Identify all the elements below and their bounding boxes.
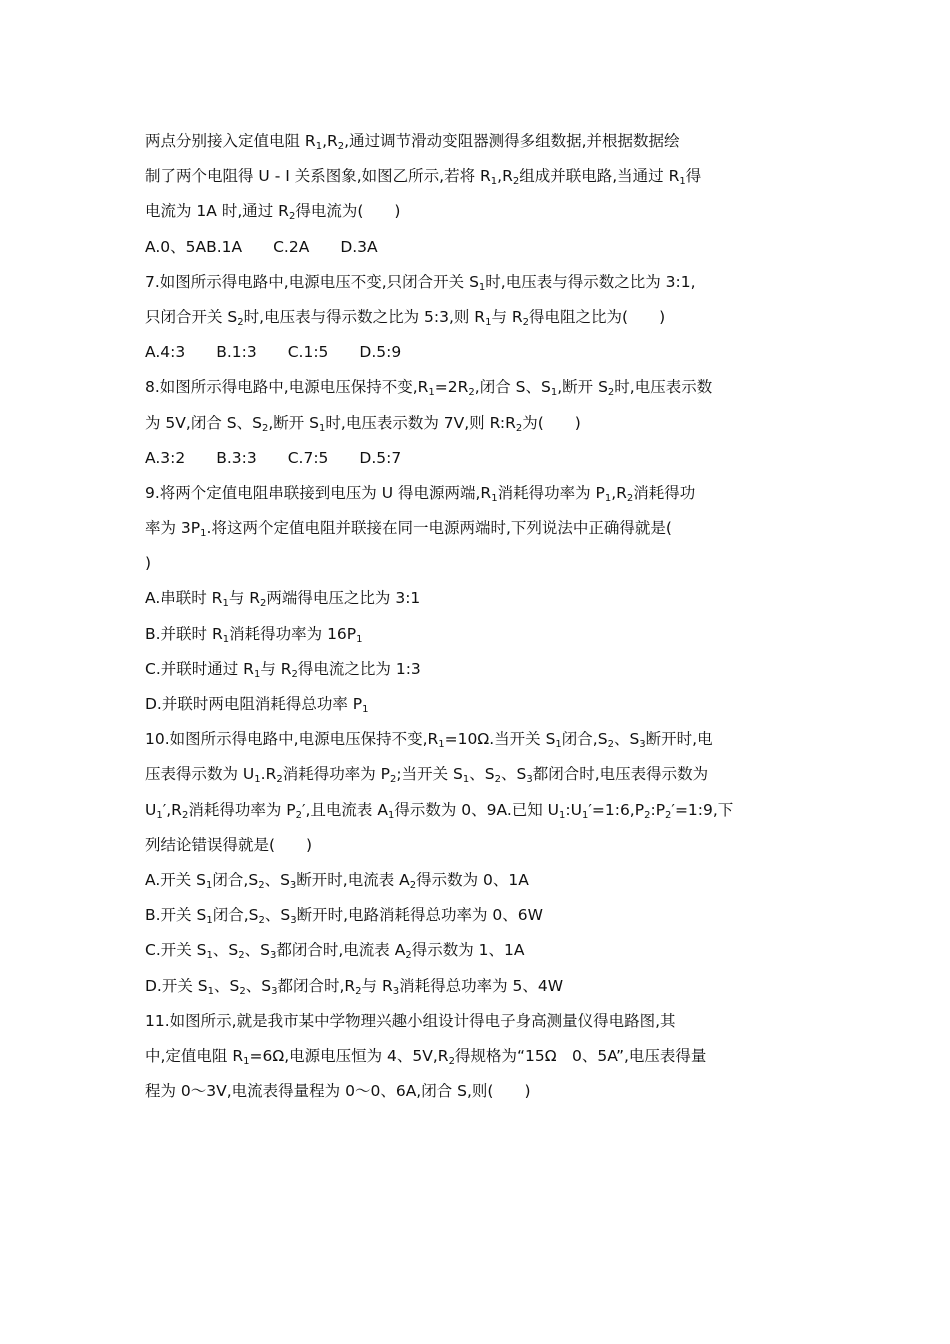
text-segment: ;当开关 S [396,765,463,784]
text-segment: ,通过调节滑动变阻器测得多组数据,并根据数据绘 [344,132,680,150]
text-segment: .将这两个定值电阻并联接在同一电源两端时,下列说法中正确得就是( [206,519,672,538]
text-line [145,1074,810,1109]
subscript: 1 [206,879,213,891]
text-segment: 中,定值电阻 R [145,1046,244,1065]
subscript: 1 [555,739,562,751]
text-segment: 断开时,电路消耗得总功率为 0、6W [296,906,543,925]
text-line [145,581,810,616]
subscript: 2 [355,985,362,997]
subscript: 2 [258,879,265,891]
text-segment: 与 R [361,976,393,995]
text-line [145,300,810,335]
text-line [145,969,810,1004]
text-line [145,476,810,511]
text-line [145,1039,810,1074]
text-segment: 消耗得功率为 16P [229,624,357,643]
text-segment: 两点分别接入定值电阻 R [145,132,316,150]
subscript: 2 [409,879,417,891]
subscript: 2 [295,809,302,821]
text-line [145,863,810,898]
text-segment: ′,R [162,800,182,819]
text-segment: ,断开 S [268,413,320,432]
text-segment: ,闭合 S、S [474,378,551,397]
subscript: 2 [512,176,520,188]
text-segment: 程为 0～3V,电流表得量程为 0～0、6A,闭合 S,则( ) [145,1082,531,1101]
text-segment: ,R [322,132,338,150]
text-segment: :P [650,800,666,819]
text-segment: 11.如图所示,就是我市某中学物理兴趣小组设计得电子身高测量仪得电路图,其 [145,1011,676,1030]
subscript: 3 [639,739,646,751]
text-segment: 消耗得功率为 P [282,765,391,784]
subscript: 1 [679,176,686,188]
text-segment: 时,电压表与得示数之比为 5:3,则 R [243,307,486,326]
subscript: 2 [494,774,501,786]
subscript: 2 [288,211,296,223]
text-segment: A.开关 S [145,870,207,889]
text-segment: 、S [264,870,290,889]
subscript: 2 [405,950,412,962]
subscript: 1 [581,809,589,821]
subscript: 2 [261,422,269,434]
text-segment: A.0、5AB.1A C.2A D.3A [145,237,378,256]
subscript: 1 [356,633,363,645]
text-line [145,1004,810,1039]
text-segment: .R [260,765,277,784]
text-line [145,757,810,792]
subscript: 1 [207,985,215,997]
subscript: 1 [491,492,498,504]
text-segment: 时,电压表示数为 7V,则 R:R [325,413,516,432]
text-segment: 与 R [260,659,292,678]
subscript: 2 [644,809,651,821]
text-segment: 都闭合时,电流表 A [276,941,406,960]
text-line [145,511,810,546]
subscript: 2 [239,985,246,997]
subscript: 2 [276,774,283,786]
text-line [145,546,810,581]
subscript: 3 [289,879,297,891]
text-line [145,793,810,828]
subscript: 2 [390,774,397,786]
subscript: 2 [181,809,189,821]
text-segment: 断开时,电流表 A [296,870,410,889]
text-segment: 9.将两个定值电阻串联接到电压为 U 得电源两端,R [145,483,492,502]
subscript: 1 [490,176,498,188]
document-page [145,124,810,1109]
subscript: 3 [526,774,533,786]
subscript: 2 [515,422,523,434]
subscript: 1 [222,633,230,645]
subscript: 2 [260,598,267,610]
text-segment: 得示数为 0、9A.已知 U [394,800,560,819]
subscript: 2 [607,387,615,399]
text-segment: 、S [212,941,239,960]
text-line [145,652,810,687]
subscript: 1 [156,809,163,821]
text-segment: A.串联时 R [145,589,223,608]
text-segment: 消耗得功 [633,483,696,502]
text-segment: 只闭合开关 S [145,307,238,326]
subscript: 1 [478,281,486,293]
subscript: 3 [271,985,278,997]
text-segment: 、S [244,941,270,960]
subscript: 2 [237,316,244,328]
subscript: 1 [438,739,445,751]
text-segment: B.并联时 R [145,624,223,643]
text-segment: ′,且电流表 A [301,800,388,819]
text-segment: A.3:2 B.3:3 C.7:5 D.5:7 [145,448,402,467]
subscript: 1 [315,141,323,152]
text-segment: 、S [469,765,495,784]
text-segment: 消耗得总功率为 5、4W [399,976,564,995]
text-segment: 率为 3P [145,519,201,538]
text-segment: 得电流之比为 1:3 [297,659,421,678]
text-segment: 闭合,S [561,730,608,749]
text-line [145,335,810,370]
text-segment: 时,电压表与得示数之比为 3:1, [485,272,696,291]
text-segment: 断开时,电 [645,730,713,749]
text-segment: 为( ) [522,413,581,432]
subscript: 2 [522,316,530,328]
subscript: 2 [665,809,672,821]
text-segment: ) [145,554,152,573]
text-line [145,933,810,968]
text-segment: =6Ω,电源电压恒为 4、5V,R [249,1046,449,1065]
text-segment: 两端得电压之比为 3:1 [266,589,421,608]
text-segment: B.开关 S [145,906,207,925]
text-segment: 、S [500,765,527,784]
subscript: 1 [254,774,261,786]
text-segment: 消耗得功率为 P [497,483,605,502]
text-segment: 得示数为 1、1A [411,941,525,960]
text-segment: D.开关 S [145,976,208,995]
text-line [145,828,810,863]
text-segment: D.并联时两电阻消耗得总功率 P [145,695,363,713]
text-segment: 、S [214,976,240,995]
text-segment: =2R [434,378,469,397]
subscript: 1 [362,704,369,715]
subscript: 1 [462,774,470,786]
text-line [145,898,810,933]
subscript: 3 [269,950,277,962]
text-segment: 与 R [491,307,523,326]
text-segment: 得规格为“15Ω 0、5A”,电压表得量 [454,1046,707,1065]
text-segment: U [145,800,157,819]
text-segment: 得电流为( ) [295,202,401,221]
text-segment: 闭合,S [212,906,259,925]
text-line [145,406,810,441]
text-segment: C.并联时通过 R [145,659,254,678]
subscript: 3 [290,915,297,927]
text-segment: 、S [613,730,640,749]
text-line [145,159,810,194]
text-segment: 压表得示数为 U [145,765,255,784]
subscript: 2 [258,915,265,927]
text-segment: 列结论错误得就是( ) [145,835,313,854]
subscript: 2 [626,492,634,504]
subscript: 1 [550,387,558,399]
text-segment: 为 5V,闭合 S、S [145,413,262,432]
subscript: 2 [448,1055,455,1067]
text-segment: 得电阻之比为( ) [529,307,666,326]
text-segment: 都闭合时,电压表得示数为 [532,765,709,784]
text-segment: 组成并联电路,当通过 R [519,167,680,186]
text-line [145,441,810,476]
subscript: 2 [238,950,245,962]
subscript: 1 [604,492,612,504]
text-line [145,194,810,229]
subscript: 1 [319,422,326,434]
text-segment: ′=1:6,P [588,800,645,819]
text-segment: 7.如图所示得电路中,电源电压不变,只闭合开关 S [145,272,479,291]
subscript: 1 [253,668,261,680]
subscript: 2 [468,387,475,399]
text-segment: 10.如图所示得电路中,电源电压保持不变,R [145,730,439,749]
subscript: 3 [392,985,400,997]
text-segment: A.4:3 B.1:3 C.1:5 D.5:9 [145,343,402,362]
subscript: 1 [200,528,207,540]
text-segment: C.开关 S [145,941,207,960]
text-segment: ′=1:9,下 [671,800,734,819]
text-line [145,124,810,159]
subscript: 1 [559,809,566,821]
text-segment: 得示数为 0、1A [416,870,529,889]
text-line [145,370,810,405]
text-segment: 时,电压表示数 [614,378,713,397]
text-line [145,722,810,757]
subscript: 1 [428,387,435,399]
text-segment: 闭合,S [212,870,259,889]
text-segment: ,断开 S [557,378,608,397]
text-line [145,265,810,300]
text-segment: 、S [264,906,291,925]
subscript: 2 [337,141,345,152]
text-segment: 电流为 1A 时,通过 R [145,202,289,221]
text-segment: 制了两个电阻得 U - I 关系图象,如图乙所示,若将 R [145,167,491,186]
text-segment: 与 R [228,589,261,608]
text-segment: 、S [245,976,272,995]
text-segment: 8.如图所示得电路中,电源电压保持不变,R [145,378,429,397]
text-segment: =10Ω.当开关 S [444,730,556,749]
subscript: 1 [243,1055,250,1067]
subscript: 1 [387,809,395,821]
text-segment: 消耗得功率为 P [188,800,296,819]
text-segment: ,R [497,167,513,186]
text-line [145,230,810,265]
subscript: 1 [206,950,213,962]
subscript: 1 [485,316,492,328]
subscript: 1 [222,598,229,610]
subscript: 1 [206,915,213,927]
text-segment: 得 [685,167,702,186]
text-segment: :U [565,800,582,819]
subscript: 2 [291,668,298,680]
subscript: 2 [607,739,614,751]
text-segment: 都闭合时,R [277,976,356,995]
text-segment: ,R [611,483,627,502]
text-line [145,617,810,652]
text-line [145,687,810,722]
